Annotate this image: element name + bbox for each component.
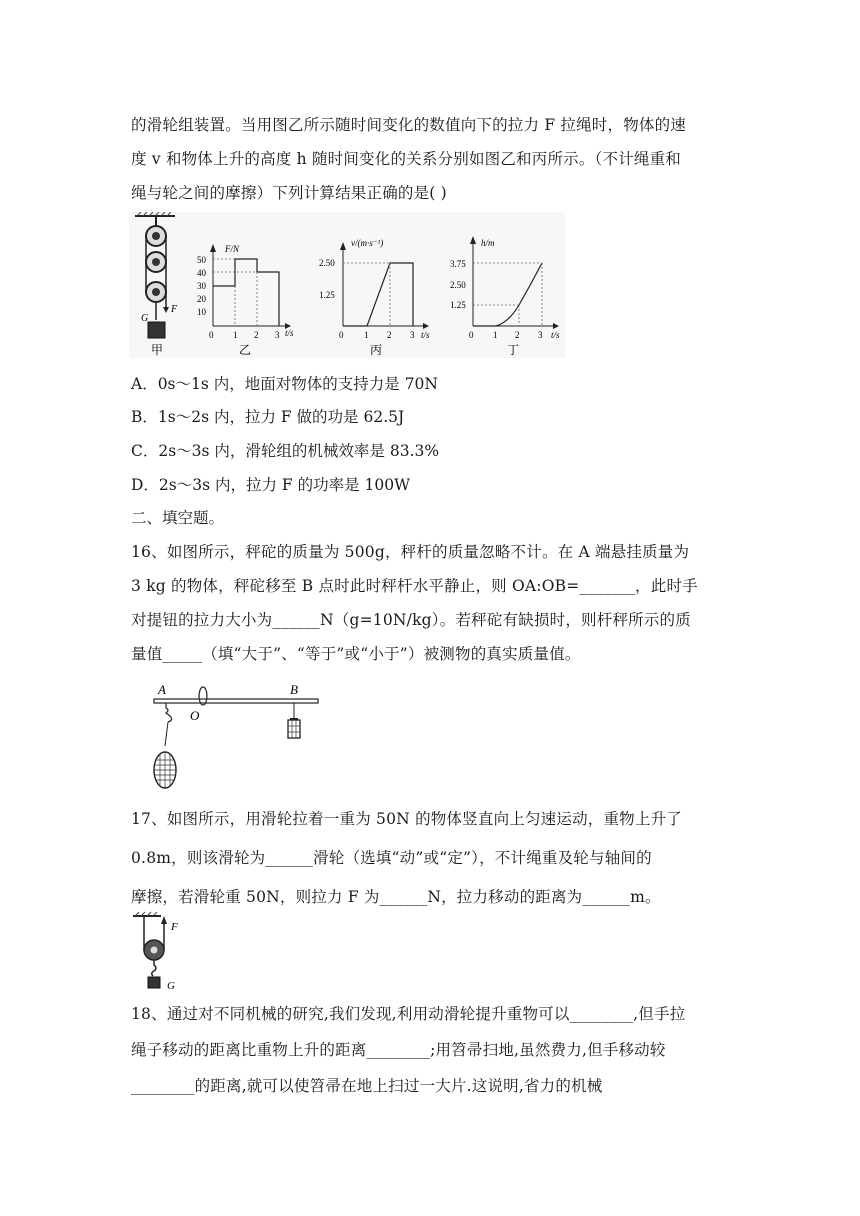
ding-x-tick: 1 xyxy=(493,330,498,340)
q17-line-1: 17、如图所示，用滑轮拉着一重为 50N 的物体竖直向上匀速运动，重物上升了 xyxy=(131,810,682,828)
yi-x-unit: t/s xyxy=(285,328,294,338)
movable-pulley-diagram xyxy=(131,910,191,992)
ding-x-tick: 3 xyxy=(538,330,543,340)
steelyard-diagram xyxy=(148,680,328,795)
bing-x-tick: 1 xyxy=(364,330,369,340)
label-G-q17: G xyxy=(167,980,175,992)
ding-y-tick: 3.75 xyxy=(450,259,466,269)
bing-y-tick: 1.25 xyxy=(319,290,335,300)
yi-y-tick: 20 xyxy=(197,294,206,304)
caption-bing: 丙 xyxy=(370,343,383,357)
yi-x-tick: 2 xyxy=(254,330,259,340)
ding-x-unit: t/s xyxy=(551,330,560,340)
yi-x-tick: 1 xyxy=(233,330,238,340)
q18-line-1: 18、通过对不同机械的研究,我们发现,利用动滑轮提升重物可以________,但手拉 xyxy=(131,1005,686,1023)
yi-y-tick: 50 xyxy=(197,255,206,265)
q17-line-2: 0.8m，则该滑轮为______滑轮（选填“动”或“定”），不计绳重及轮与轴间的 xyxy=(131,849,652,867)
bing-y-unit: v/(m·s⁻¹) xyxy=(351,238,384,248)
q15-line-1: 的滑轮组装置。当用图乙所示随时间变化的数值向下的拉力 F 拉绳时，物体的速 xyxy=(131,116,687,134)
caption-ding: 丁 xyxy=(507,343,520,357)
q17-line-3: 摩擦，若滑轮重 50N，则拉力 F 为______N，拉力移动的距离为______m。 xyxy=(131,888,661,906)
label-A: A xyxy=(158,682,166,697)
section-title: 二、填空题。 xyxy=(131,509,225,527)
q15-line-2: 度 v 和物体上升的高度 h 随时间变化的关系分别如图乙和丙所示。（不计绳重和 xyxy=(131,150,681,168)
q15-line-3: 绳与轮之间的摩擦）下列计算结果正确的是( ) xyxy=(131,184,447,202)
q18-line-3: ________的距离,就可以使笤帚在地上扫过一大片.这说明,省力的机械 xyxy=(131,1077,603,1095)
q15-option-c: C．2s～3s 内，滑轮组的机械效率是 83.3% xyxy=(131,442,440,460)
label-F-jia: F xyxy=(171,304,178,315)
yi-x-tick: 3 xyxy=(275,330,280,340)
q16-line-1: 16、如图所示，秤砣的质量为 500g，秤杆的质量忽略不计。在 A 端悬挂质量为 xyxy=(131,543,690,561)
q15-figure xyxy=(129,212,565,358)
q16-line-4: 量值_____（填“大于”、“等于”或“小于”）被测物的真实质量值。 xyxy=(131,645,581,663)
yi-x-tick: 0 xyxy=(209,330,214,340)
q18-line-2: 绳子移动的距离比重物上升的距离________;用笤帚扫地,虽然费力,但手移动较 xyxy=(131,1041,666,1059)
yi-y-unit: F/N xyxy=(225,244,240,254)
q15-option-d: D．2s～3s 内，拉力 F 的功率是 100W xyxy=(131,476,411,494)
label-O: O xyxy=(190,708,200,723)
label-G-jia: G xyxy=(141,313,149,324)
q15-option-a: A．0s～1s 内，地面对物体的支持力是 70N xyxy=(131,375,438,393)
ding-y-tick: 2.50 xyxy=(450,280,466,290)
bing-x-tick: 2 xyxy=(387,330,392,340)
ding-x-tick: 2 xyxy=(515,330,520,340)
bing-x-tick: 3 xyxy=(410,330,415,340)
ding-x-tick: 0 xyxy=(469,330,474,340)
q16-line-3: 对提钮的拉力大小为______N（g=10N/kg）。若秤砣有缺损时，则杆秤所示的质 xyxy=(131,611,691,629)
ding-y-tick: 1.25 xyxy=(450,300,466,310)
bing-x-tick: 0 xyxy=(339,330,344,340)
bing-x-unit: t/s xyxy=(421,330,430,340)
yi-y-tick: 30 xyxy=(197,281,206,291)
q15-option-b: B．1s～2s 内，拉力 F 做的功是 62.5J xyxy=(131,408,405,426)
q16-line-2: 3 kg 的物体，秤砣移至 B 点时此时秤杆水平静止，则 OA:OB=_______，此时手 xyxy=(131,577,698,595)
bing-y-tick: 2.50 xyxy=(319,258,335,268)
caption-yi: 乙 xyxy=(239,343,252,357)
caption-jia: 甲 xyxy=(151,343,164,357)
yi-y-tick: 40 xyxy=(197,268,206,278)
label-F-q17: F xyxy=(171,921,178,933)
label-B: B xyxy=(290,682,298,697)
ding-y-unit: h/m xyxy=(481,238,495,248)
yi-y-tick: 10 xyxy=(197,307,206,317)
